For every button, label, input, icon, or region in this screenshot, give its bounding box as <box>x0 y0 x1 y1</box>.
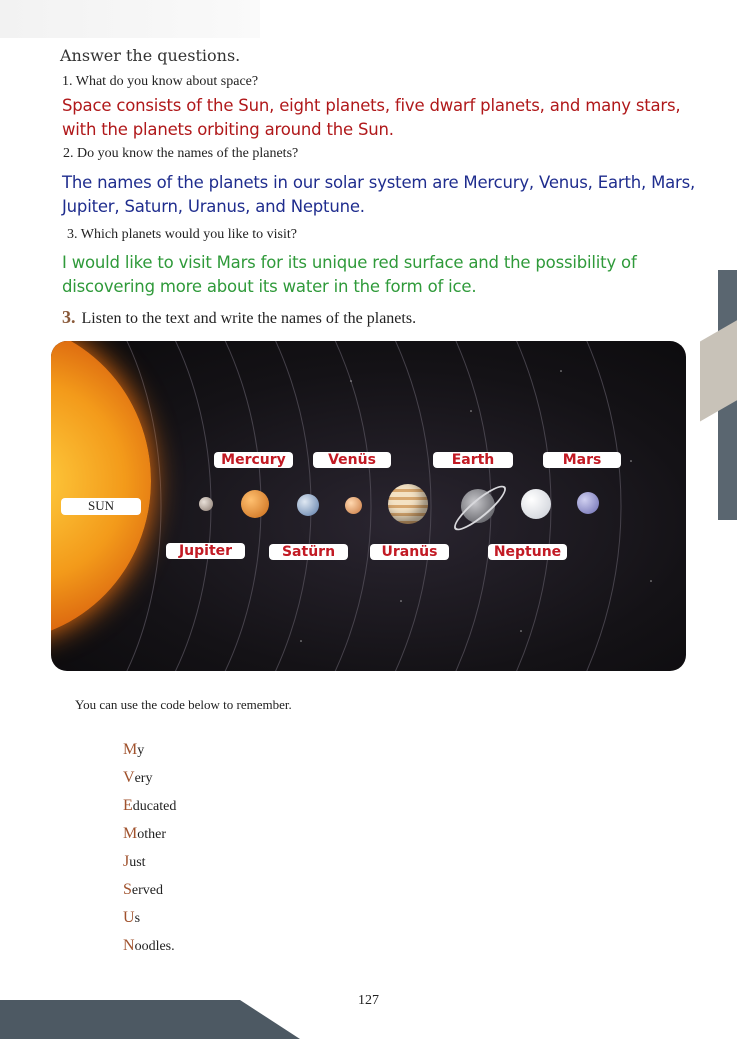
mnemonic-rest: s <box>134 911 141 926</box>
label-jupiter[interactable]: Jupiter <box>166 543 245 559</box>
mnemonic-initial: M <box>123 825 138 842</box>
remember-instruction: You can use the code below to remember. <box>75 697 292 712</box>
mnemonic-rest: ery <box>134 771 153 786</box>
label-neptune[interactable]: Neptune <box>488 544 567 560</box>
mnemonic-word <box>123 797 176 815</box>
venus-icon <box>241 490 269 518</box>
earth-icon <box>297 494 319 516</box>
neptune-icon <box>577 492 599 514</box>
mercury-icon <box>199 497 213 511</box>
label-mercury[interactable]: Mercury <box>214 452 293 468</box>
mnemonic-initial: N <box>123 937 135 954</box>
mnemonic-rest: other <box>137 827 166 842</box>
mnemonic-rest: y <box>137 743 145 758</box>
page-number: 127 <box>358 993 379 1008</box>
mnemonic-word <box>123 825 166 843</box>
answer-1: Space consists of the Sun, eight planets, five dwarf planets, and many stars, with the planets orbiting around the Sun. <box>62 96 681 139</box>
question-2: 2. Do you know the names of the planets? <box>63 146 299 161</box>
mnemonic-initial: S <box>123 881 132 898</box>
exercise-number: 3. <box>62 307 76 327</box>
answer-3: I would like to visit Mars for its unique red surface and the possibility of discovering more about its water in the form of ice. <box>62 253 637 296</box>
question-1: 1. What do you know about space? <box>62 74 259 89</box>
exercise-text: Listen to the text and write the names of the planets. <box>81 310 417 327</box>
uranus-icon <box>521 489 551 519</box>
section-heading: Answer the questions. <box>60 46 241 65</box>
mnemonic-initial: V <box>123 769 135 786</box>
sun-label: SUN <box>61 498 141 515</box>
jupiter-icon <box>388 484 428 524</box>
answer-2: The names of the planets in our solar system are Mercury, Venus, Earth, Mars, Jupiter, Saturn, Uranus, and Neptune. <box>62 173 696 216</box>
label-uranus[interactable]: Uranüs <box>370 544 449 560</box>
page-corner-shape <box>0 0 260 38</box>
mnemonic-word <box>123 881 163 899</box>
mnemonic-rest: ust <box>129 855 146 870</box>
label-venus[interactable]: Venüs <box>313 452 391 468</box>
mnemonic-word <box>123 909 140 927</box>
mnemonic-initial: U <box>123 909 135 926</box>
mnemonic-initial: E <box>123 797 133 814</box>
mnemonic-word <box>123 853 146 871</box>
mnemonic-rest: erved <box>131 883 163 898</box>
mars-icon <box>345 497 362 514</box>
mnemonic-initial: M <box>123 741 138 758</box>
mnemonic-rest: ducated <box>132 799 177 814</box>
mnemonic-word <box>123 741 144 759</box>
exercise-3-instruction <box>62 307 416 328</box>
label-mars[interactable]: Mars <box>543 452 621 468</box>
question-3: 3. Which planets would you like to visit? <box>67 227 297 242</box>
label-saturn[interactable]: Satürn <box>269 544 348 560</box>
mnemonic-initial: J <box>123 853 130 870</box>
mnemonic-word <box>123 937 175 955</box>
mnemonic-word <box>123 769 152 787</box>
mnemonic-rest: oodles. <box>134 939 175 954</box>
label-earth[interactable]: Earth <box>433 452 513 468</box>
solar-system-image <box>51 341 686 671</box>
